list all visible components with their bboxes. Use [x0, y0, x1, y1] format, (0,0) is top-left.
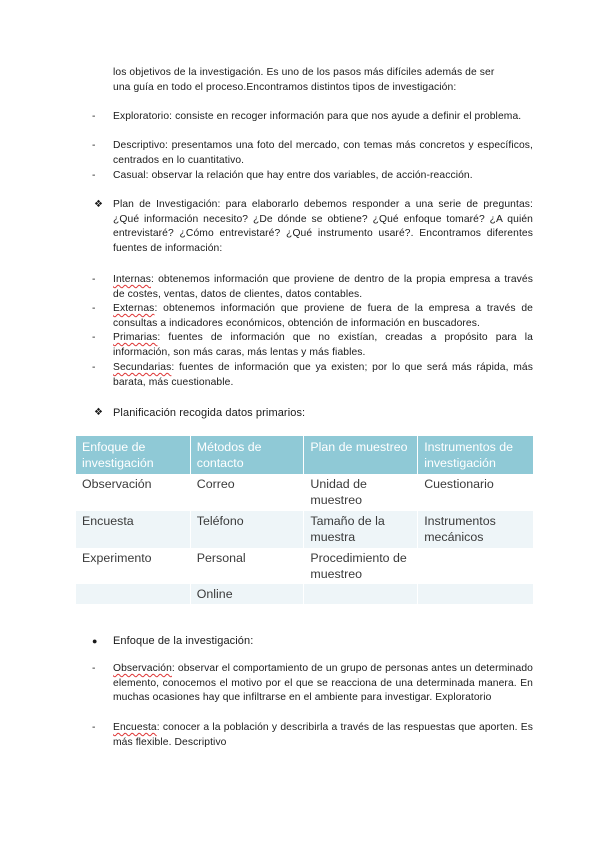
intro-line-2: una guía en todo el proceso.Encontramos distintos tipos de investigación:	[113, 81, 457, 93]
dash-marker: -	[92, 170, 96, 181]
round-bullet-icon: ●	[92, 636, 98, 646]
definition: : obtenemos información que proviene de fuera de la empresa a través de consultas a indicadores económicos, obtención de información en buscadores.	[113, 303, 533, 329]
intro-paragraph	[113, 66, 533, 95]
column-header: Enfoque de investigación	[76, 436, 190, 474]
table-cell	[418, 548, 533, 584]
definition: : observar el comportamiento de un grupo de personas antes un determinado elemento, conocemos el motivo por el que se reacciona de una determinada manera. En muchas ocasiones hay que infiltrarse en el ambiente para investigar. Exploratorio	[113, 663, 533, 704]
term: Primarias	[113, 332, 158, 343]
table-cell: Cuestionario	[418, 474, 533, 511]
dash-marker: -	[92, 111, 96, 122]
diamond-bullet-icon: ❖	[94, 407, 104, 418]
definition: : conocer a la población y describirla a través de las respuestas que aporten. Es más flexible. Descriptivo	[113, 722, 533, 748]
definition: : fuentes de información que ya existen; por lo que será más rápida, más barata, más cuestionable.	[113, 362, 533, 388]
dash-marker: -	[92, 303, 96, 314]
table-cell: Tamaño de la muestra	[304, 511, 418, 548]
table-cell: Teléfono	[190, 511, 304, 548]
table-row	[76, 474, 533, 511]
table-cell	[304, 584, 418, 604]
column-header: Plan de muestreo	[304, 436, 418, 474]
table-cell: Observación	[76, 474, 190, 511]
table-cell: Unidad de muestreo	[304, 474, 418, 511]
planificacion-title: Planificación recogida datos primarios:	[113, 407, 306, 419]
term: Internas	[113, 274, 152, 285]
table-cell: Experimento	[76, 548, 190, 584]
dash-marker: -	[92, 722, 96, 733]
definition: : fuentes de información que no existían, creadas a propósito para la información, son más caras, más lentas y más fiables.	[113, 332, 533, 358]
dash-marker: -	[92, 663, 96, 674]
table-header-row	[76, 436, 533, 474]
table-row	[76, 548, 533, 584]
table-cell: Personal	[190, 548, 304, 584]
term: Observación	[113, 663, 172, 674]
definition: : observar la relación que hay entre dos variables, de acción-reacción.	[145, 170, 473, 181]
term: Externas	[113, 303, 155, 314]
table-row	[76, 584, 533, 604]
dash-marker: -	[92, 140, 96, 151]
column-header: Métodos de contacto	[190, 436, 304, 474]
dash-marker: -	[92, 274, 96, 285]
dash-marker: -	[92, 362, 96, 373]
definition: : consiste en recoger información para que nos ayude a definir el problema.	[169, 111, 522, 122]
term: Encuesta	[113, 722, 157, 733]
table-cell: Correo	[190, 474, 304, 511]
term: Casual	[113, 170, 146, 181]
table-cell: Encuesta	[76, 511, 190, 548]
table-row	[76, 511, 533, 548]
column-header: Instrumentos de investigación	[418, 436, 533, 474]
table-cell	[76, 584, 190, 604]
definition: : obtenemos información que proviene de dentro de la propia empresa a través de costes, ventas, datos de clientes, datos contables.	[113, 274, 533, 300]
term: Descriptivo	[113, 140, 166, 151]
table-cell: Online	[190, 584, 304, 604]
table-cell: Instrumentos mecánicos	[418, 511, 533, 548]
definition: : presentamos una foto del mercado, con temas más concretos y específicos, centrados en lo cuantitativo.	[113, 140, 533, 166]
diamond-bullet-icon: ❖	[94, 199, 104, 210]
dash-marker: -	[92, 332, 96, 343]
data-collection-table	[76, 436, 533, 604]
table-cell: Procedimiento de muestreo	[304, 548, 418, 584]
table-cell	[418, 584, 533, 604]
term: Exploratorio	[113, 111, 170, 122]
term: Secundarias	[113, 362, 172, 373]
intro-line-1: los objetivos de la investigación. Es uno de los pasos más difíciles además de ser	[113, 67, 495, 78]
enfoque-title: Enfoque de la investigación:	[113, 635, 254, 647]
plan-investigacion-text: Plan de Investigación: para elaborarlo debemos responder a una serie de preguntas: ¿Qué información necesito? ¿De dónde se obtiene? ¿Qué enfoque tomaré? ¿A quién entrevistaré? ¿Cómo entrevistaré? ¿Qué instrumento usaré?. Encontramos diferentes fuentes de información:	[113, 199, 533, 254]
